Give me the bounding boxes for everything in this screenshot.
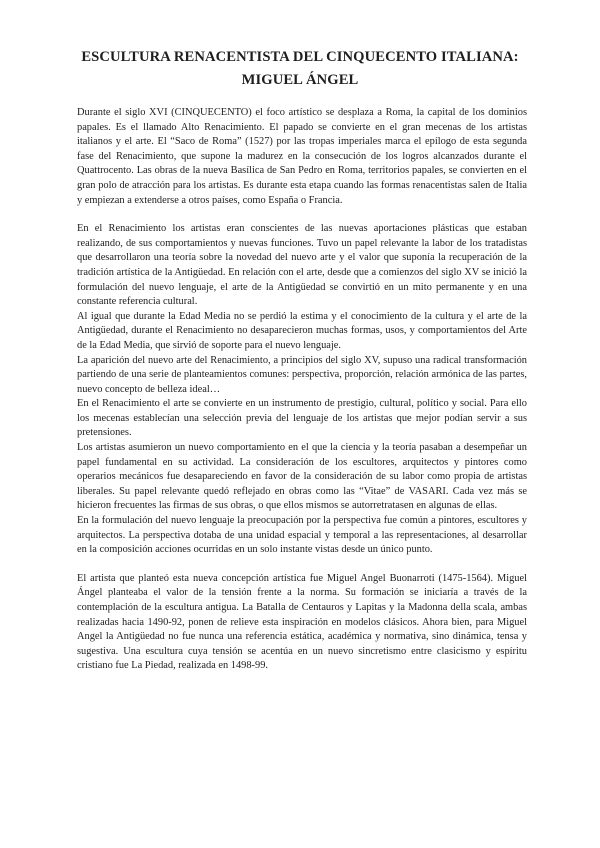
document-title-line-2: MIGUEL ÁNGEL [241,72,359,88]
paragraph-new-art: La aparición del nuevo arte del Renacimiento, a principios del siglo XV, supuso una radical transformación partiendo de una serie de planteamientos comunes: perspectiva, proporción, relación armónica de las partes, nuevo concepto de belleza ideal… [77,354,527,395]
paragraph-miguel-angel: El artista que planteó esta nueva concepción artística fue Miguel Angel Buonarroti (1475-1564). Miguel Ángel planteaba el valor de la tensión frente a la norma. Su formación se iniciaría a través de la contemplación de la escultura antigua. La Batalla de Centauros y Lapitas y la Madonna della scala, ambas realizadas hacia 1490-92, ponen de relieve esta inspiración en modelos clásicos. Ahora bien, para Miguel Angel la Antigüedad no fue nunca una referencia estática, académica y normativa, sino dinámica, tensa y sugestiva. Una escultura cuya tensión se acentúa en un nuevo sincretismo entre clasicismo y espíritu cristiano fue La Piedad, realizada en 1498-99. [77,572,527,672]
paragraph-middle-ages: Al igual que durante la Edad Media no se perdió la estima y el conocimiento de la cultura y el arte de la Antigüedad, durante el Renacimiento no desaparecieron muchas formas, usos, y comportamientos del Arte de la Edad Media, que sirvió de soporte para el nuevo lenguaje. [77,310,527,351]
paragraph-perspective: En la formulación del nuevo lenguaje la preocupación por la perspectiva fue común a pintores, escultores y arquitectos. La perspectiva dotaba de una unidad espacial y temporal a las representaciones, al desarrollar en la composición acciones ocurridas en un solo instante vistas desde un único punto. [77,515,527,556]
document-title [40,46,560,92]
paragraph-artists-behaviour: Los artistas asumieron un nuevo comportamiento en el que la ciencia y la teoría pasaban a desempeñar un papel fundamental en su actividad. La consideración de los escultores, arquitectos y pintores como operarios mecánicos fue desapareciendo en favor de la consideración de su labor como propia de artistas liberales. Su papel relevante quedó reflejado en obras como las “Vitae” de VASARI. Cada vez más se hicieron frecuentes las firmas de sus obras, o que ellos mismos se autorretratasen en algunas de ellas. [77,442,527,512]
paragraph-artists-awareness: En el Renacimiento los artistas eran conscientes de las nuevas aportaciones plásticas que estaban realizando, de sus comportamientos y nuevas funciones. Tuvo un papel relevante la labor de los tratadistas que desarrollaron una teoría sobre la novedad del nuevo arte y el valor que suponía la recuperación de la tradición artística de la Antigüedad. En relación con el arte, desde que a comienzos del siglo XV se inició la formulación del nuevo lenguaje, el arte de la Antigüedad se convirtió en un mito permanente y en una constante referencia cultural. [77,223,527,308]
paragraph-prestige: En el Renacimiento el arte se convierte en un instrumento de prestigio, cultural, político y social. Para ello los mecenas establecían una selección previa del lenguaje de los artistas que mejor podían servir a sus pretensiones. [77,398,527,439]
paragraph-intro: Durante el siglo XVI (CINQUECENTO) el foco artístico se desplaza a Roma, la capital de los dominios papales. Es el llamado Alto Renacimiento. El papado se convierte en el gran mecenas de los artistas italianos y el arte. El “Saco de Roma” (1527) por las tropas imperiales marca el epílogo de esta segunda fase del Renacimiento, que supone la madurez en la consecución de los logros alcanzados durante el Quattrocento. Las obras de la nueva Basílica de San Pedro en Roma, territorios papales, se convierten en el gran polo de atracción para los artistas. Es durante esta etapa cuando las formas renacentistas salen de Italia y empiezan a extenderse a otros países, como España o Francia. [77,107,527,206]
document-body [77,106,527,674]
document-title-line-1: ESCULTURA RENACENTISTA DEL CINQUECENTO ITALIANA: [81,49,519,65]
